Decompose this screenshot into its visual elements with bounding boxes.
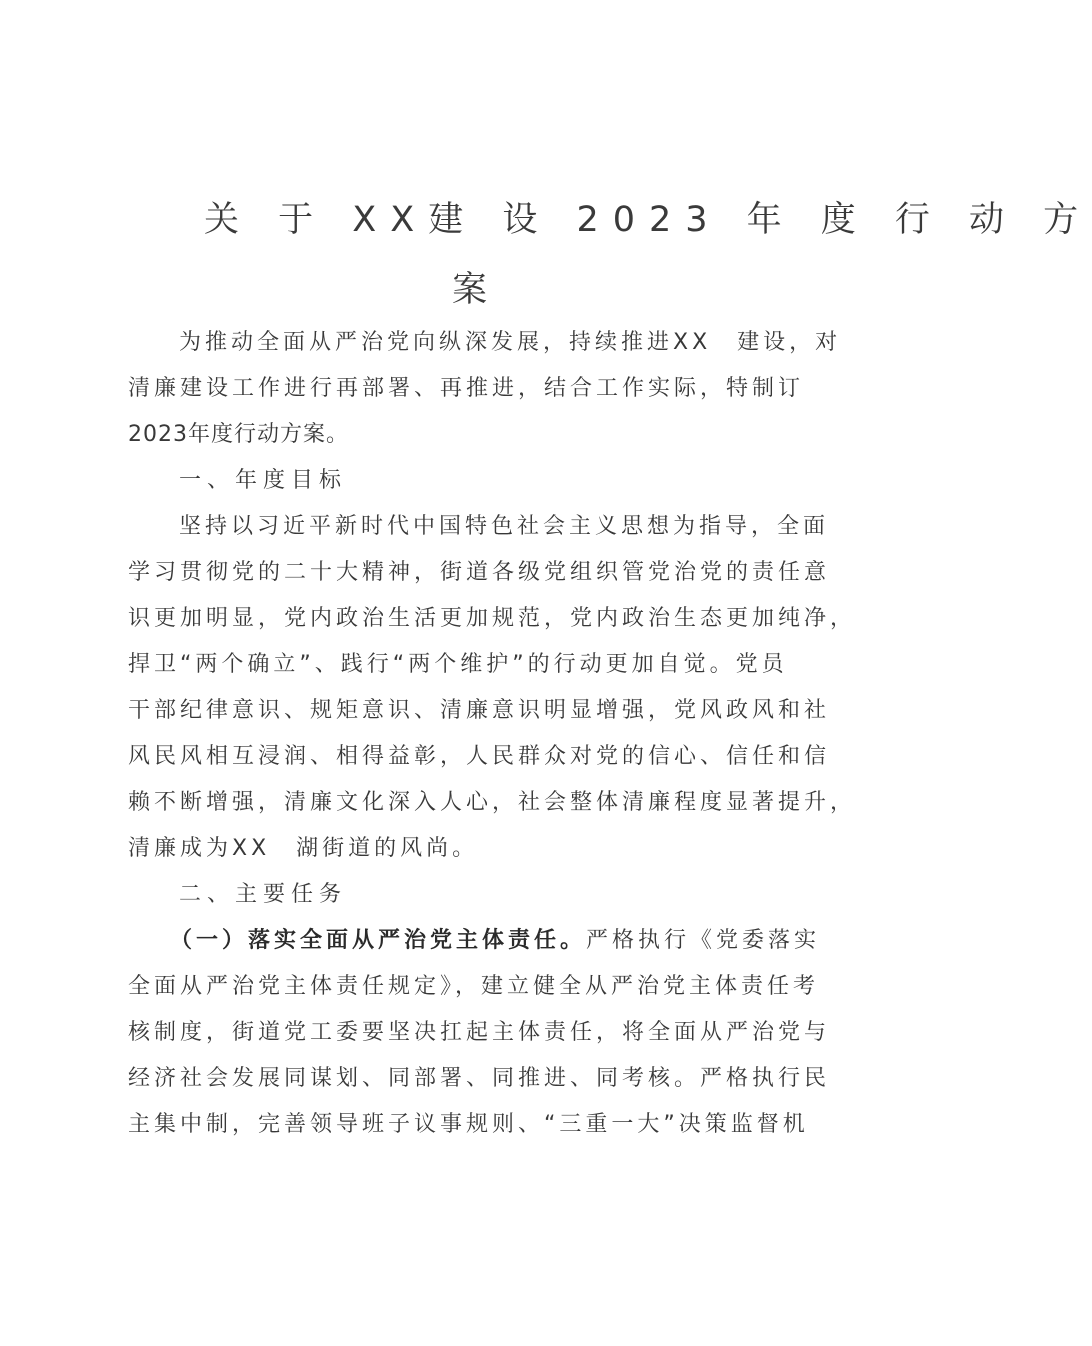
section1-line-4: 捍卫“两个确立”、践行“两个维护”的行动更加自觉。党员 bbox=[128, 652, 788, 677]
intro-line-1: 为推动全面从严治党向纵深发展，持续推进XX 建设，对 bbox=[179, 330, 842, 355]
section1-line-5: 干部纪律意识、规矩意识、清廉意识明显增强，党风政风和社 bbox=[128, 698, 831, 723]
section1-heading: 一、年度目标 bbox=[179, 468, 348, 493]
section2-item1-first-line bbox=[170, 926, 820, 956]
intro-line-3: 2023年度行动方案。 bbox=[128, 422, 349, 447]
section1-line-3: 识更加明显，党内政治生活更加规范，党内政治生态更加纯净， bbox=[128, 606, 857, 631]
section2-item1-first-rest: 严格执行《党委落实 bbox=[586, 928, 821, 953]
section2-item1-bold-heading: （一）落实全面从严治党主体责任。 bbox=[170, 928, 587, 953]
document-title-line-1: 关 于 XX建 设 2023 年 度 行 动 方 bbox=[204, 200, 1092, 240]
section1-line-2: 学习贯彻党的二十大精神，街道各级党组织管党治党的责任意 bbox=[128, 560, 831, 585]
section1-line-6: 风民风相互浸润、相得益彰，人民群众对党的信心、信任和信 bbox=[128, 744, 831, 769]
section2-item1-line-3: 核制度，街道党工委要坚决扛起主体责任，将全面从严治党与 bbox=[128, 1020, 831, 1045]
intro-line-2: 清廉建设工作进行再部署、再推进，结合工作实际，特制订 bbox=[128, 376, 805, 401]
section1-line-8: 清廉成为XX 湖街道的风尚。 bbox=[128, 836, 479, 861]
section2-heading: 二、主要任务 bbox=[179, 882, 348, 907]
document-title-line-2: 案 bbox=[452, 270, 502, 310]
section2-item1-line-2: 全面从严治党主体责任规定》，建立健全从严治党主体责任考 bbox=[128, 974, 820, 999]
section1-line-7: 赖不断增强，清廉文化深入人心，社会整体清廉程度显著提升， bbox=[128, 790, 857, 815]
section2-item1-line-4: 经济社会发展同谋划、同部署、同推进、同考核。严格执行民 bbox=[128, 1066, 831, 1091]
section1-line-1: 坚持以习近平新时代中国特色社会主义思想为指导，全面 bbox=[179, 514, 830, 539]
section2-item1-line-5: 主集中制，完善领导班子议事规则、“三重一大”决策监督机 bbox=[128, 1112, 809, 1137]
